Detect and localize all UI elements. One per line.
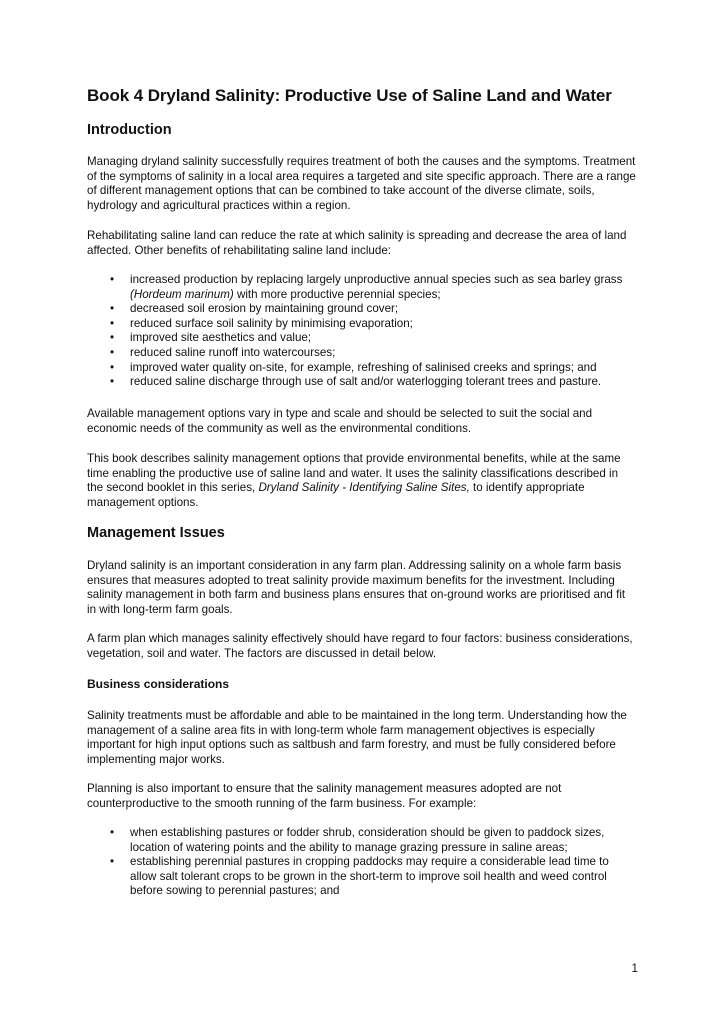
page-number: 1 — [631, 962, 638, 975]
heading-introduction: Introduction — [87, 122, 172, 138]
list-item: • reduced surface soil salinity by minimising evaporation; — [87, 317, 635, 332]
management-paragraph-1: Dryland salinity is an important consideration in any farm plan. Addressing salinity on a whole farm basis ensures that measures adopted to treat salinity provide maximum benefits for the investment. Including salinity management in both farm and business plans ensures that on-ground works are prioritised and fit in with long-term farm goals. — [87, 559, 626, 616]
management-paragraph-2: A farm plan which manages salinity effectively should have regard to four factors: business considerations, vegetation, soil and water. The factors are discussed in detail below. — [87, 632, 633, 660]
intro-paragraph-3: Available management options vary in type and scale and should be selected to suit the social and economic needs of the community as well as the environmental conditions. — [87, 407, 593, 435]
heading-business-considerations: Business considerations — [87, 677, 230, 691]
bullet-icon: • — [109, 855, 115, 869]
intro-paragraph-2: Rehabilitating saline land can reduce the rate at which salinity is spreading and decrease the area of land affected. Other benefits of rehabilitating saline land include: — [87, 229, 627, 257]
business-paragraph-1: Salinity treatments must be affordable and able to be maintained in the long term. Understanding how the management of a saline area fits in with long-term whole farm management objectives is especially important for high input options such as saltbush and farm forestry, and must be fully considered before implementing major works. — [87, 709, 627, 766]
list-item: • improved site aesthetics and value; — [87, 331, 635, 346]
bullet-icon: • — [109, 273, 115, 286]
heading-management-issues: Management Issues — [87, 525, 225, 541]
intro-paragraph-4: This book describes salinity management options that provide environmental benefits, while at the same time enabling the productive use of saline land and water. It uses the salinity classifications described in the second booklet in this series, Dryland Salinity - Identifying Saline Sites, to identify appropriate management options. — [87, 452, 621, 509]
bullet-icon: • — [109, 331, 115, 345]
intro-paragraph-1: Managing dryland salinity successfully requires treatment of both the causes and the symptoms. Treatment of the symptoms of salinity in a local area requires a targeted and site specific approach. There are a range of different management options that can be combined to take account of the diverse climate, soils, hydrology and agricultural practices within a region. — [87, 155, 636, 212]
business-paragraph-2: Planning is also important to ensure that the salinity management measures adopted are not counterproductive to the smooth running of the farm business. For example: — [87, 782, 562, 810]
list-item: • decreased soil erosion by maintaining ground cover; — [87, 302, 635, 317]
bullet-icon: • — [109, 316, 115, 330]
business-list — [87, 826, 635, 899]
list-item: • establishing perennial pastures in cropping paddocks may require a considerable lead time to allow salt tolerant crops to be grown in the short-term to improve soil health and weed control before sowing to perennial pastures; and — [87, 855, 635, 899]
bullet-icon: • — [109, 826, 115, 839]
bullet-icon: • — [109, 360, 115, 374]
bullet-icon: • — [109, 302, 115, 316]
bullet-icon: • — [109, 345, 115, 359]
document-title: Book 4 Dryland Salinity: Productive Use of Saline Land and Water — [87, 86, 612, 105]
benefits-list — [87, 273, 635, 390]
list-item: • reduced saline runoff into watercourses; — [87, 346, 635, 361]
list-item: • reduced saline discharge through use of salt and/or waterlogging tolerant trees and pasture. — [87, 375, 635, 390]
list-item: • improved water quality on-site, for example, refreshing of salinised creeks and springs; and — [87, 361, 635, 376]
list-item: • increased production by replacing largely unproductive annual species such as sea barley grass (Hordeum marinum) with more productive perennial species; — [87, 273, 635, 302]
bullet-icon: • — [109, 375, 115, 389]
list-item: • when establishing pastures or fodder shrub, consideration should be given to paddock sizes, location of watering points and the ability to manage grazing pressure in saline areas; — [87, 826, 635, 855]
